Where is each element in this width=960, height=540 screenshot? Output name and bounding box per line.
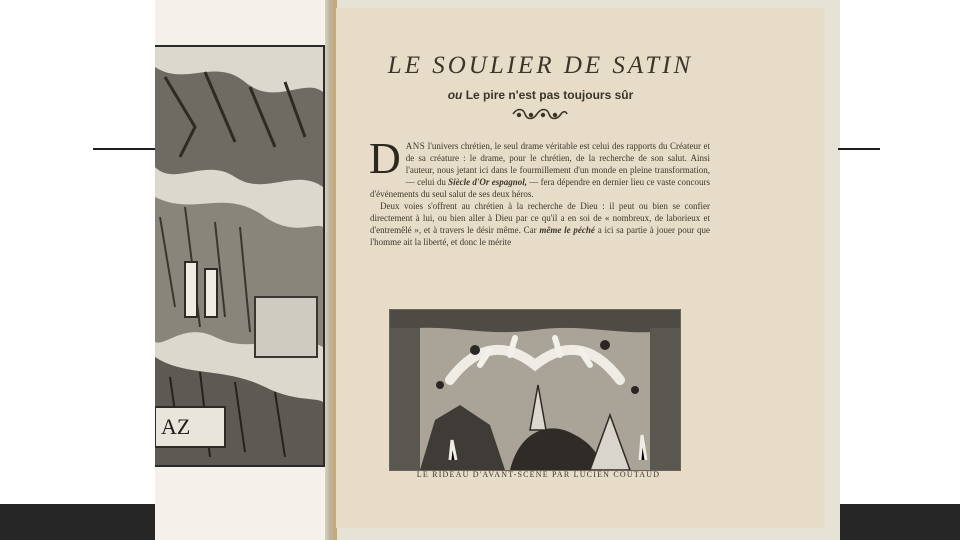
para2-text-a: Deux voies s'offrent au chrétien à la recherche de Dieu : il peut ou bien se confier directement à lui, ou bien aller à Dieu par ce qu'il a en soi de « nombreux, de laborieux et d'entremêlé », et à travers le désir même. Car bbox=[370, 201, 710, 235]
body-text bbox=[369, 134, 711, 248]
woodcut-engraving-illustration bbox=[155, 45, 325, 467]
decorative-flourish-icon bbox=[509, 107, 569, 121]
book-photo bbox=[155, 0, 840, 540]
slide-rule-left bbox=[93, 148, 163, 150]
para1-emphasis: Siècle d'Or espagnol, bbox=[448, 177, 527, 187]
page-title: LE SOULIER DE SATIN bbox=[387, 52, 694, 79]
slide-rule-right bbox=[838, 148, 880, 150]
engraving-fragment-text: AZ bbox=[161, 414, 191, 439]
right-page bbox=[336, 8, 825, 528]
para1-lead: ANS bbox=[405, 141, 426, 151]
para1-text-b: — fera dépendre en dernier lieu ce vaste concours d'événements du seul salut de ses deux héros. bbox=[370, 177, 711, 199]
drop-cap: D bbox=[369, 134, 401, 183]
para2-text-b: a ici sa partie à jouer pour que l'homme ait la liberté, et donc le mérite bbox=[370, 225, 710, 247]
para1-text-a: l'univers chrétien, le seul drame véritable est celui des rapports du Créateur et de sa créature : le drame, pour le chrétien, de la recherche de son salut. Ainsi l'auteur, nous jetant ici dans le fourmillement d'un monde en pleine transformation, — celui du bbox=[405, 141, 711, 187]
page-subtitle bbox=[368, 88, 713, 102]
left-page bbox=[155, 0, 330, 540]
illustration-caption: LE RIDEAU D'AVANT-SCÈNE PAR LUCIEN COUTAUD bbox=[416, 470, 661, 479]
stage-curtain-illustration bbox=[389, 309, 681, 471]
subtitle-rest: Le pire n'est pas toujours sûr bbox=[465, 88, 634, 102]
para2-emphasis: même le péché bbox=[539, 225, 595, 235]
subtitle-lead: ou bbox=[447, 88, 463, 102]
